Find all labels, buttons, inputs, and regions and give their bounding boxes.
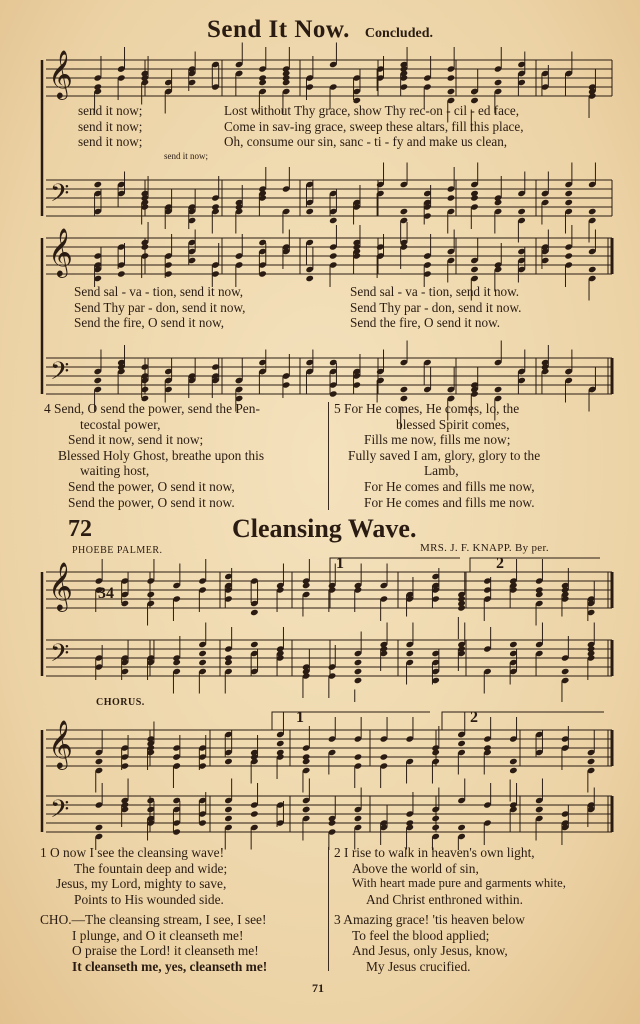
verse-line: Fills me now, fills me now;: [364, 432, 511, 448]
verse-line: Jesus, my Lord, mighty to save,: [56, 876, 227, 892]
note-head: [94, 181, 103, 188]
note-head: [305, 275, 314, 282]
note-head: [224, 659, 233, 666]
note-head: [224, 806, 233, 813]
note-head: [302, 806, 311, 813]
ending-bracket: [442, 712, 604, 730]
note-head: [400, 386, 409, 393]
note-head: [587, 758, 596, 765]
note-head: [302, 758, 311, 765]
note-head: [564, 252, 573, 259]
verse-line: O praise the Lord! it cleanseth me!: [72, 943, 259, 959]
lyric-line: Send Thy par - don, send it now,: [74, 299, 246, 315]
ending-2-label: 2: [496, 555, 504, 572]
verse-line: waiting host,: [80, 463, 150, 479]
hymn2-title: Cleansing Wave.: [232, 514, 417, 543]
verse-line: 2 I rise to walk in heaven's own light,: [334, 845, 535, 860]
note-head: [400, 208, 409, 215]
hymn1-verse5: [334, 401, 540, 510]
ending-bracket: [330, 558, 460, 572]
hymn2-system1-staves: [0, 552, 640, 702]
lyric-line: Send sal - va - tion, send it now,: [74, 284, 244, 299]
note-head: [588, 208, 597, 215]
lyric-line: Send Thy par - don, send it now.: [350, 299, 522, 315]
note-head: [457, 604, 466, 611]
verse-line: And Jesus, only Jesus, know,: [352, 943, 508, 959]
note-head: [535, 591, 544, 598]
verse-line: It cleanseth me, yes, cleanseth me!: [72, 958, 268, 974]
verse-line: To feel the blood applied;: [352, 927, 490, 943]
note-head: [354, 753, 363, 760]
treble-clef: 𝄞: [48, 227, 73, 276]
verse-line: Above the world of sin,: [352, 860, 479, 876]
note-head: [329, 252, 338, 259]
hymn2-number: 72: [68, 516, 92, 542]
note-head: [282, 79, 291, 86]
note-head: [447, 194, 456, 201]
lyric-line: send it now;: [78, 134, 143, 149]
note-head: [564, 199, 573, 206]
note-head: [305, 208, 314, 215]
lyric-line: Send sal - va - tion, send it now.: [350, 284, 520, 299]
verse-line: Fully saved I am, glory, glory to the: [348, 447, 541, 463]
note-head: [561, 668, 570, 675]
note-head: [457, 740, 466, 747]
note-head: [509, 641, 518, 648]
verse-line: Lamb,: [424, 463, 459, 479]
verse-line: tecostal power,: [80, 416, 161, 432]
note-head: [509, 767, 518, 774]
page-number: 71: [312, 981, 324, 995]
lyric-line: Lost without Thy grace, show Thy rec-on - cil - ed face,: [224, 103, 520, 118]
note-head: [141, 243, 150, 250]
bass-clef: 𝄢: [50, 357, 70, 392]
column-divider: [328, 402, 329, 510]
hymn2-system2-staves: [0, 700, 640, 850]
note-head: [431, 749, 440, 756]
note-head: [302, 582, 311, 589]
note-head: [172, 659, 181, 666]
note-head: [258, 79, 267, 86]
lyric-line: send it now;: [78, 103, 143, 118]
hymn2-chorus-text: [40, 912, 267, 974]
note-head: [470, 194, 479, 201]
verse-line: My Jesus crucified.: [366, 958, 471, 974]
verse-line: And Christ enthroned within.: [366, 891, 523, 907]
note-head: [354, 668, 363, 675]
hymn2-verse1: [40, 845, 227, 907]
note-head: [276, 740, 285, 747]
note-head: [354, 815, 363, 822]
lyric-line: Oh, consume our sin, sanc - ti - fy and make us clean,: [224, 134, 508, 149]
ending-1-label: 1: [336, 555, 344, 572]
note-head: [494, 386, 503, 393]
verse-line: blessed Spirit comes,: [396, 416, 510, 432]
note-head: [431, 824, 440, 831]
verse-line: The fountain deep and wide;: [74, 860, 228, 876]
hymn1-subtitle: Concluded.: [364, 26, 433, 41]
bass-cue-lyric: send it now;: [164, 151, 208, 161]
note-head: [457, 595, 466, 602]
note-head: [354, 659, 363, 666]
verse-line: Send the power, O send it now,: [68, 478, 235, 494]
hymn2-composer: MRS. J. F. KNAPP. By per.: [420, 542, 549, 554]
lyric-line: Come in sav-ing grace, sweep these altars, fill this place,: [224, 118, 524, 134]
note-head: [564, 190, 573, 197]
note-head: [494, 79, 503, 86]
note-head: [282, 70, 291, 77]
verse-line: Points to His wounded side.: [74, 891, 224, 907]
hymn1-system1-lyrics-left: [78, 103, 142, 150]
hymn1-title: Send It Now.: [206, 16, 350, 43]
note-head: [354, 677, 363, 684]
note-head: [250, 641, 259, 648]
hymn2-verse2: [334, 845, 566, 907]
hymn1-system2-lyrics-left: [74, 284, 245, 331]
note-head: [447, 88, 456, 95]
hymn2-verse3: [334, 912, 525, 974]
verse-line: I plunge, and O it cleanseth me!: [72, 927, 244, 943]
treble-clef: 𝄞: [48, 561, 73, 610]
hymn2-author: PHOEBE PALMER.: [72, 545, 163, 556]
note-head: [380, 753, 389, 760]
note-head: [94, 377, 103, 384]
note-head: [431, 815, 440, 822]
note-head: [117, 270, 126, 277]
hymn1-verse4: [44, 401, 264, 510]
verse-line: 3 Amazing grace! 'tis heaven below: [334, 912, 525, 927]
lyric-line: Send the fire, O send it now,: [74, 315, 225, 330]
note-head: [95, 758, 104, 765]
verse-line: 5 For He comes, He comes, lo, the: [334, 401, 520, 416]
lyric-line: Send the fire, O send it now.: [350, 315, 501, 330]
verse-line: 4 Send, O send the power, send the Pen-: [44, 401, 260, 416]
note-head: [95, 824, 104, 831]
note-head: [250, 810, 259, 817]
note-head: [588, 266, 597, 273]
hymn1-system1-lyrics-right: [224, 103, 524, 150]
note-head: [198, 650, 207, 657]
note-head: [405, 650, 414, 657]
bass-clef: 𝄢: [50, 639, 70, 674]
note-head: [535, 806, 544, 813]
note-head: [587, 645, 596, 652]
verse-line: Send the power, O send it now.: [68, 494, 235, 510]
note-head: [509, 758, 518, 765]
verse-line: With heart made pure and garments white,: [352, 876, 566, 891]
note-head: [447, 74, 456, 81]
verse-line: CHO.—The cleansing stream, I see, I see!: [40, 912, 267, 927]
bass-clef: 𝄢: [50, 179, 70, 214]
bass-clef: 𝄢: [50, 795, 70, 830]
note-head: [198, 659, 207, 666]
verse-line: For He comes and fills me now.: [364, 494, 535, 510]
ending-1-label: 1: [296, 709, 304, 726]
note-head: [470, 266, 479, 273]
lyric-line: send it now;: [78, 118, 143, 134]
column-divider: [328, 847, 329, 971]
note-head: [328, 819, 337, 826]
chorus-label: CHORUS.: [96, 697, 145, 708]
note-head: [224, 758, 233, 765]
hymn1-system2-lyrics-right: [350, 284, 521, 331]
verse-line: Blessed Holy Ghost, breathe upon this: [58, 447, 265, 463]
treble-clef: 𝄞: [48, 49, 73, 98]
ending-2-label: 2: [470, 709, 478, 726]
note-head: [146, 591, 155, 598]
verse-line: 1 O now I see the cleansing wave!: [40, 845, 225, 860]
note-head: [224, 815, 233, 822]
note-head: [457, 824, 466, 831]
note-head: [250, 609, 259, 616]
time-signature: 34: [98, 585, 114, 602]
ending-bracket: [470, 558, 600, 572]
note-head: [517, 208, 526, 215]
verse-line: For He comes and fills me now,: [364, 478, 535, 494]
treble-clef: 𝄞: [48, 719, 73, 768]
note-head: [494, 199, 503, 206]
verse-line: Send it now, send it now;: [68, 432, 204, 448]
